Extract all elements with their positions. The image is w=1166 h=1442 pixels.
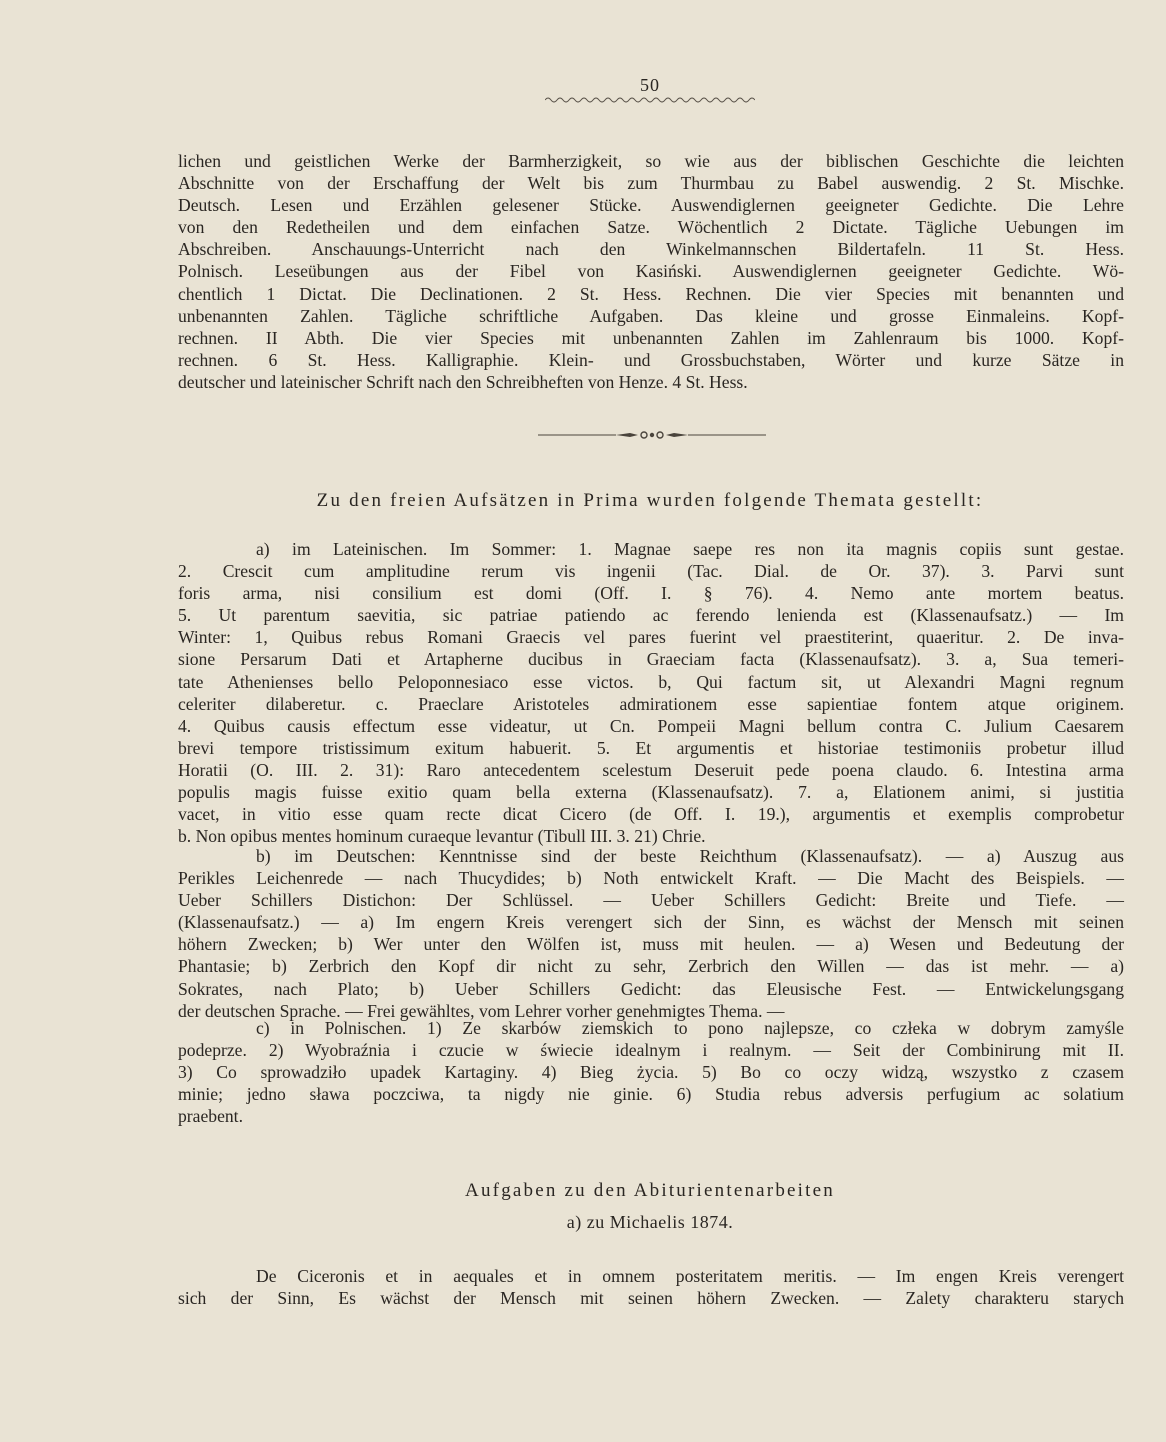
latin-themes-paragraph: [178, 538, 1124, 847]
subheading-michaelis: a) zu Michaelis 1874.: [566, 1212, 734, 1232]
text-line: b) im Deutschen: Kenntnisse sind der beste Reichthum (Klassenaufsatz). — a) Auszug aus: [256, 846, 1124, 866]
text-line: höhern Zwecken; b) Wer unter den Wölfen ist, muss mit heulen. — a) Wesen und Bedeutung der: [178, 934, 1124, 955]
text-line: Deutsch. Lesen und Erzählen gelesener Stücke. Auswendiglernen geeigneter Gedichte. Die Lehre: [178, 195, 1124, 216]
text-line: rechnen. 6 St. Hess. Kalligraphie. Klein- und Grossbuchstaben, Wörter und kurze Sätze in: [178, 349, 1124, 370]
text-line: rechnen. II Abth. Die vier Species mit unbenannten Zahlen im Zahlenraum bis 1000. Kopf-: [178, 327, 1124, 348]
text-line: der deutschen Sprache. — Frei gewähltes, vom Lehrer vorher genehmigtes Thema. —: [178, 1000, 785, 1021]
text-line: foris arma, nisi consilium est domi (Off. I. § 76). 4. Nemo ante mortem beatus.: [178, 583, 1124, 604]
text-line: tate Athenienses bello Peloponnesiaco esse victos. b, Qui factum sit, ut Alexandri Magni regnum: [178, 671, 1124, 692]
section-heading-aufgaben: Aufgaben zu den Abiturientenarbeiten: [465, 1180, 835, 1201]
text-line: 5. Ut parentum saevitia, sic patriae patiendo ac ferendo lenienda est (Klassenaufsatz.) — Im: [178, 605, 1124, 626]
text-line: minie; jedno sława poczciwa, ta nigdy nie ginie. 6) Studia rebus adversis perfugium ac solatium: [178, 1084, 1124, 1105]
text-line: (Klassenaufsatz.) — a) Im engern Kreis verengert sich der Sinn, es wächst der Mensch mit seinen: [178, 912, 1124, 933]
text-line: Abschnitte von der Erschaffung der Welt bis zum Thurmbau zu Babel auswendig. 2 St. Mischke.: [178, 173, 1124, 194]
text-line: deutscher und lateinischer Schrift nach den Schreibheften von Henze. 4 St. Hess.: [178, 371, 748, 392]
text-line: 4. Quibus causis effectum esse videatur, ut Cn. Pompeii Magni bellum contra C. Julium Caesarem: [178, 715, 1124, 736]
text-line: sione Persarum Dati et Artapherne ducibus in Graeciam facta (Klassenaufsatz). 3. a, Sua temeri-: [178, 649, 1124, 670]
text-line: lichen und geistlichen Werke der Barmherzigkeit, so wie aus der biblischen Geschichte die leichten: [178, 151, 1124, 171]
text-line: praebent.: [178, 1106, 243, 1127]
text-line: vacet, in vitio esse quam recte dicat Cicero (de Off. I. 19.), argumentis et exemplis comprobetur: [178, 804, 1124, 825]
text-line: unbenannten Zahlen. Tägliche schriftliche Aufgaben. Das kleine und grosse Einmaleins. Kopf-: [178, 305, 1124, 326]
text-line: celeriter dilaberetur. c. Praeclare Aristoteles admirationem esse sapientiae fontem atque originem.: [178, 693, 1124, 714]
text-line: c) in Polnischen. 1) Ze skarbów ziemskich to pono najlepsze, co człeka w dobrym zamyśle: [256, 1018, 1124, 1038]
text-line: Ueber Schillers Distichon: Der Schlüssel. — Ueber Schillers Gedicht: Breite und Tiefe. —: [178, 890, 1124, 911]
intro-paragraph: [178, 150, 1124, 393]
page-number: 50: [640, 75, 660, 95]
text-line: Phantasie; b) Zerbrich den Kopf dir nicht zu sehr, Zerbrich den Willen — das ist mehr. — a): [178, 956, 1124, 977]
text-line: Sokrates, nach Plato; b) Ueber Schillers Gedicht: das Eleusische Fest. — Entwickelungsgang: [178, 978, 1124, 999]
text-line: Winter: 1, Quibus rebus Romani Graecis vel pares fuerint vel praestiterint, quaeritur. 2. De inva-: [178, 627, 1124, 648]
text-line: Horatii (O. III. 2. 31): Raro antecedentem scelestum Deseruit pede poena claudo. 6. Intestina arma: [178, 759, 1124, 780]
section-divider-ornament: [538, 428, 766, 442]
text-line: Abschreiben. Anschauungs-Unterricht nach den Winkelmannschen Bildertafeln. 11 St. Hess.: [178, 239, 1124, 260]
text-line: b. Non opibus mentes hominum curaeque levantur (Tibull III. 3. 21) Chrie.: [178, 826, 706, 847]
text-line: 3) Co sprowadziło upadek Kartaginy. 4) Bieg życia. 5) Bo co oczy widzą, wszystko z czasem: [178, 1062, 1124, 1083]
text-line: a) im Lateinischen. Im Sommer: 1. Magnae saepe res non ita magnis copiis sunt gestae.: [256, 539, 1124, 559]
text-line: populis magis fuisse exitio quam bella externa (Klassenaufsatz). 7. a, Elationem animi, si justitia: [178, 782, 1124, 803]
text-line: De Ciceronis et in aequales et in omnem posteritatem meritis. — Im engen Kreis verengert: [256, 1266, 1124, 1286]
abitur-themes-paragraph: [178, 1265, 1124, 1309]
german-themes-paragraph: [178, 845, 1124, 1022]
section-heading-themata: Zu den freien Aufsätzen in Prima wurden folgende Themata gestellt:: [316, 490, 984, 511]
text-line: 2. Crescit cum amplitudine rerum vis ingenii (Tac. Dial. de Or. 37). 3. Parvi sunt: [178, 561, 1124, 582]
text-line: Perikles Leichenrede — nach Thucydides; b) Noth entwickelt Kraft. — Die Macht des Beispiels. —: [178, 868, 1124, 889]
polish-themes-paragraph: [178, 1017, 1124, 1127]
text-line: von den Redetheilen und dem einfachen Satze. Wöchentlich 2 Dictate. Tägliche Uebungen im: [178, 217, 1124, 238]
text-line: chentlich 1 Dictat. Die Declinationen. 2 St. Hess. Rechnen. Die vier Species mit benannten und: [178, 283, 1124, 304]
text-line: Polnisch. Leseübungen aus der Fibel von Kasiński. Auswendiglernen geeigneter Gedichte. Wö-: [178, 261, 1124, 282]
text-line: brevi tempore tristissimum exitum habuerit. 5. Et argumentis et historiae testimoniis probetur illud: [178, 737, 1124, 758]
text-line: sich der Sinn, Es wächst der Mensch mit seinen höhern Zwecken. — Zalety charakteru starych: [178, 1288, 1124, 1309]
text-line: podeprze. 2) Wyobraźnia i czucie w świecie idealnym i realnym. — Seit der Combinirung mit II.: [178, 1040, 1124, 1061]
wavy-rule-ornament: [545, 95, 755, 105]
